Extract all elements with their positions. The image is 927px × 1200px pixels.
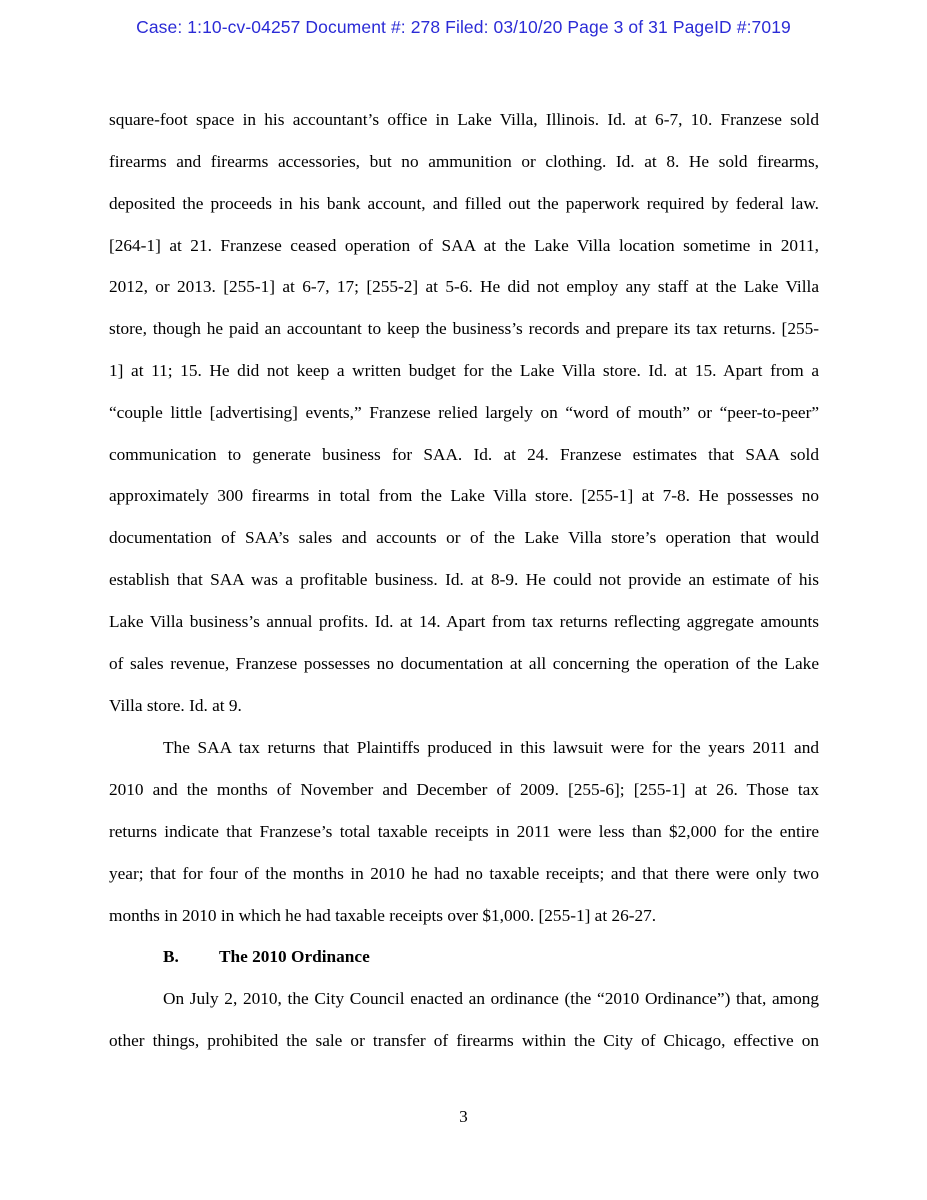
page-number: 3 — [459, 1107, 468, 1126]
text-line: The SAA tax returns that Plaintiffs produced in this lawsuit were for the years 2011 and — [163, 738, 819, 757]
section-title: The 2010 Ordinance — [219, 947, 370, 966]
text-line: Villa store. Id. at 9. — [109, 696, 242, 715]
text-line: of sales revenue, Franzese possesses no documentation at all concerning the operation of the Lake — [109, 654, 819, 673]
text-line: store, though he paid an accountant to keep the business’s records and prepare its tax returns. [255- — [109, 319, 819, 338]
text-line: 2010 and the months of November and December of 2009. [255-6]; [255-1] at 26. Those tax — [109, 780, 819, 799]
text-line: On July 2, 2010, the City Council enacted an ordinance (the “2010 Ordinance”) that, among — [163, 989, 819, 1008]
text-line: 1] at 11; 15. He did not keep a written budget for the Lake Villa store. Id. at 15. Apart from a — [109, 361, 819, 380]
section-letter: B. — [163, 947, 179, 966]
case-header-stamp: Case: 1:10-cv-04257 Document #: 278 Filed: 03/10/20 Page 3 of 31 PageID #:7019 — [136, 17, 791, 37]
text-line: establish that SAA was a profitable business. Id. at 8-9. He could not provide an estimate of his — [109, 570, 819, 589]
text-line: 2012, or 2013. [255-1] at 6-7, 17; [255-2] at 5-6. He did not employ any staff at the Lake Villa — [109, 277, 819, 296]
text-line: other things, prohibited the sale or transfer of firearms within the City of Chicago, effective on — [109, 1031, 819, 1050]
text-line: [264-1] at 21. Franzese ceased operation of SAA at the Lake Villa location sometime in 2011, — [109, 236, 819, 255]
text-line: documentation of SAA’s sales and accounts or of the Lake Villa store’s operation that would — [109, 528, 819, 547]
text-line: deposited the proceeds in his bank account, and filled out the paperwork required by federal law. — [109, 194, 819, 213]
text-line: months in 2010 in which he had taxable receipts over $1,000. [255-1] at 26-27. — [109, 906, 657, 925]
text-line: communication to generate business for SAA. Id. at 24. Franzese estimates that SAA sold — [109, 445, 819, 464]
text-line: approximately 300 firearms in total from the Lake Villa store. [255-1] at 7-8. He possesses no — [109, 486, 819, 505]
text-line: returns indicate that Franzese’s total taxable receipts in 2011 were less than $2,000 for the entire — [109, 822, 819, 841]
text-line: firearms and firearms accessories, but no ammunition or clothing. Id. at 8. He sold firearms, — [109, 152, 819, 171]
text-line: “couple little [advertising] events,” Franzese relied largely on “word of mouth” or “peer-to-peer” — [109, 403, 819, 422]
text-line: square-foot space in his accountant’s office in Lake Villa, Illinois. Id. at 6-7, 10. Franzese sold — [109, 110, 819, 129]
section-heading — [163, 946, 370, 968]
text-line: year; that for four of the months in 2010 he had no taxable receipts; and that there were only two — [109, 864, 819, 883]
text-line: Lake Villa business’s annual profits. Id. at 14. Apart from tax returns reflecting aggregate amounts — [109, 612, 819, 631]
